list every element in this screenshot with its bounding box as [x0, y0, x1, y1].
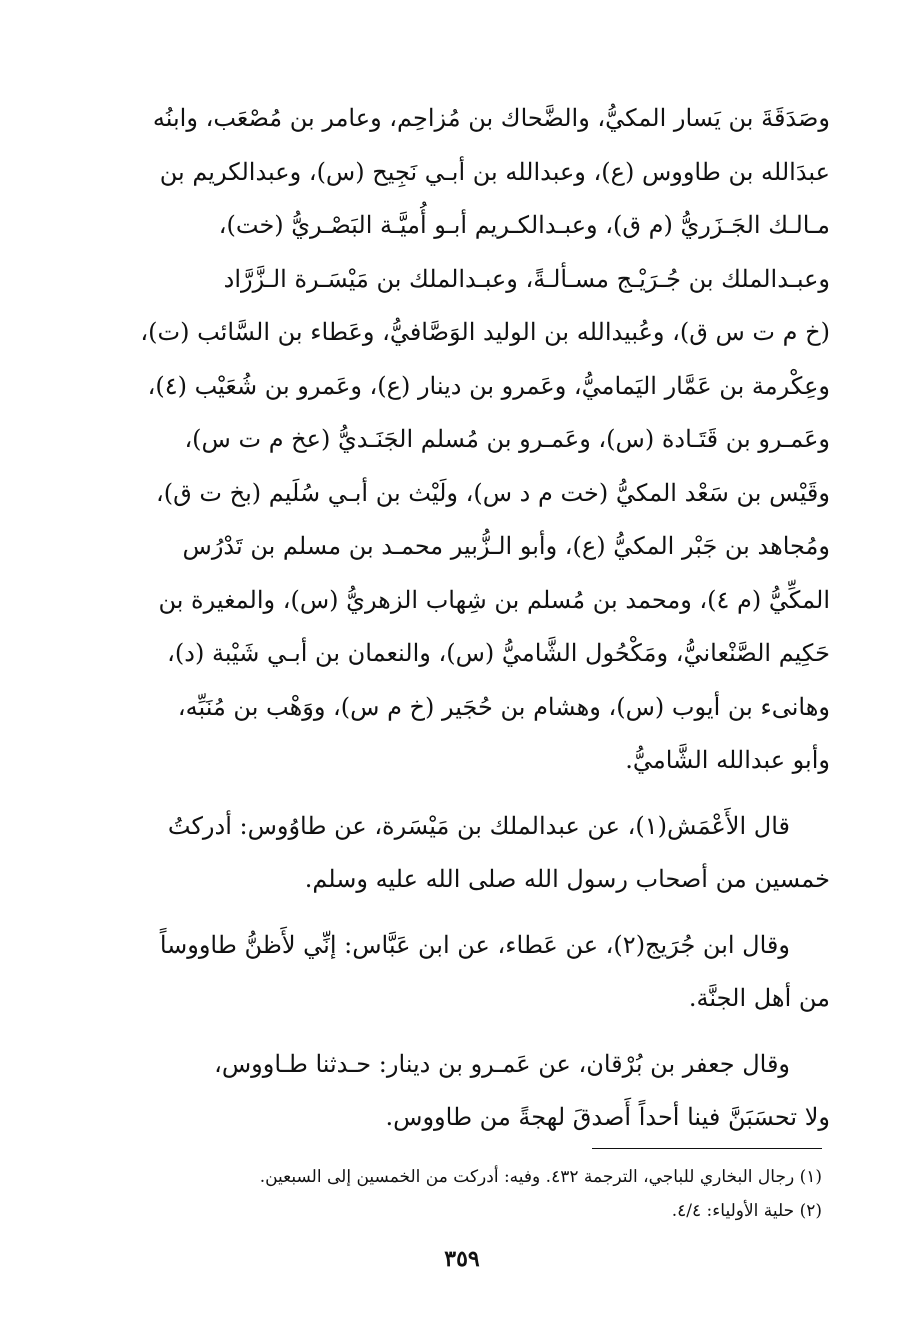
text-line: وعِكْرمة بن عَمَّار اليَماميُّ، وعَمرو بن دينار (ع)، وعَمرو بن شُعَيْب (٤)، — [147, 371, 830, 400]
text-line: وقَيْس بن سَعْد المكيُّ (خت م د س)، ولَيْث بن أبـي سُلَيم (بخ ت ق)، — [156, 478, 830, 507]
footnote-divider — [592, 1148, 822, 1149]
footnote: (١) رجال البخاري للباجي، الترجمة ٤٣٢. وفيه: أدركت من الخمسين إلى السبعين. — [259, 1167, 822, 1187]
text-line: حَكِيم الصَّنْعانيُّ، ومَكْحُول الشَّاميُّ (س)، والنعمان بن أبـي شَيْبة (د)، — [167, 639, 830, 667]
quote-paragraph — [140, 800, 830, 907]
text-line: (خ م ت س ق)، وعُبيدالله بن الوليد الوَصَّافيُّ، وعَطاء بن السَّائب (ت)، — [140, 318, 830, 346]
text-line: وعبـدالملك بن جُـرَيْـج مسـألـةً، وعبـدالملك بن مَيْسَـرة الـزَّرَّاد — [223, 264, 830, 293]
text-line: وقال جعفر بن بُرْقان، عن عَمـرو بن دينار: حـدثنا طـاووس، — [214, 1049, 790, 1078]
text-line: وهانىء بن أيوب (س)، وهشام بن حُجَير (خ م س)، ووَهْب بن مُنَبِّه، — [177, 692, 830, 721]
quote-paragraph — [140, 919, 830, 1026]
text-line: وعَمـرو بن قَتَـادة (س)، وعَمـرو بن مُسلم الجَنَـديُّ (عخ م ت س)، — [184, 425, 830, 453]
text-line: ومُجاهد بن جَبْر المكيُّ (ع)، وأبو الـزُّبير محمـد بن مسلم بن تَدْرُس — [182, 532, 830, 560]
text-line: مـالـك الجَـزَريُّ (م ق)، وعبـدالكـريم أبـو أُميَّـة البَصْـريُّ (خت)، — [218, 211, 830, 239]
text-line: عبدَالله بن طاووس (ع)، وعبدالله بن أبـي نَجِيح (س)، وعبدالكريم بن — [159, 157, 830, 186]
main-text — [140, 92, 830, 1145]
text-line: وأبو عبدالله الشَّاميُّ. — [625, 746, 830, 774]
page-number: ٣٥٩ — [444, 1246, 480, 1272]
footnote: (٢) حلية الأولياء: ٤/٤. — [671, 1201, 822, 1221]
footnotes — [150, 1160, 822, 1228]
text-line: المكِّيُّ (م ٤)، ومحمد بن مُسلم بن شِهاب الزهريُّ (س)، والمغيرة بن — [158, 585, 830, 614]
text-line: من أهل الجنَّة. — [688, 984, 830, 1012]
text-line: وقال ابن جُرَيج(٢)، عن عَطاء، عن ابن عَبَّاس: إنِّي لأَظنُّ طاووساً — [159, 930, 790, 959]
text-line: خمسين من أصحاب رسول الله صلى الله عليه وسلم. — [304, 865, 830, 893]
quote-paragraph — [140, 1038, 830, 1145]
text-line: وصَدَقَةَ بن يَسار المكيُّ، والضَّحاك بن مُزاحِم، وعامر بن مُصْعَب، وابنُه — [152, 104, 830, 132]
text-line: قال الأَعْمَش(١)، عن عبدالملك بن مَيْسَرة، عن طاوُوس: أدركتُ — [167, 811, 790, 840]
narrator-list-paragraph — [140, 92, 830, 788]
text-line: ولا تحسَبَنَّ فينا أحداً أَصدقَ لهجةً من طاووس. — [385, 1103, 830, 1131]
